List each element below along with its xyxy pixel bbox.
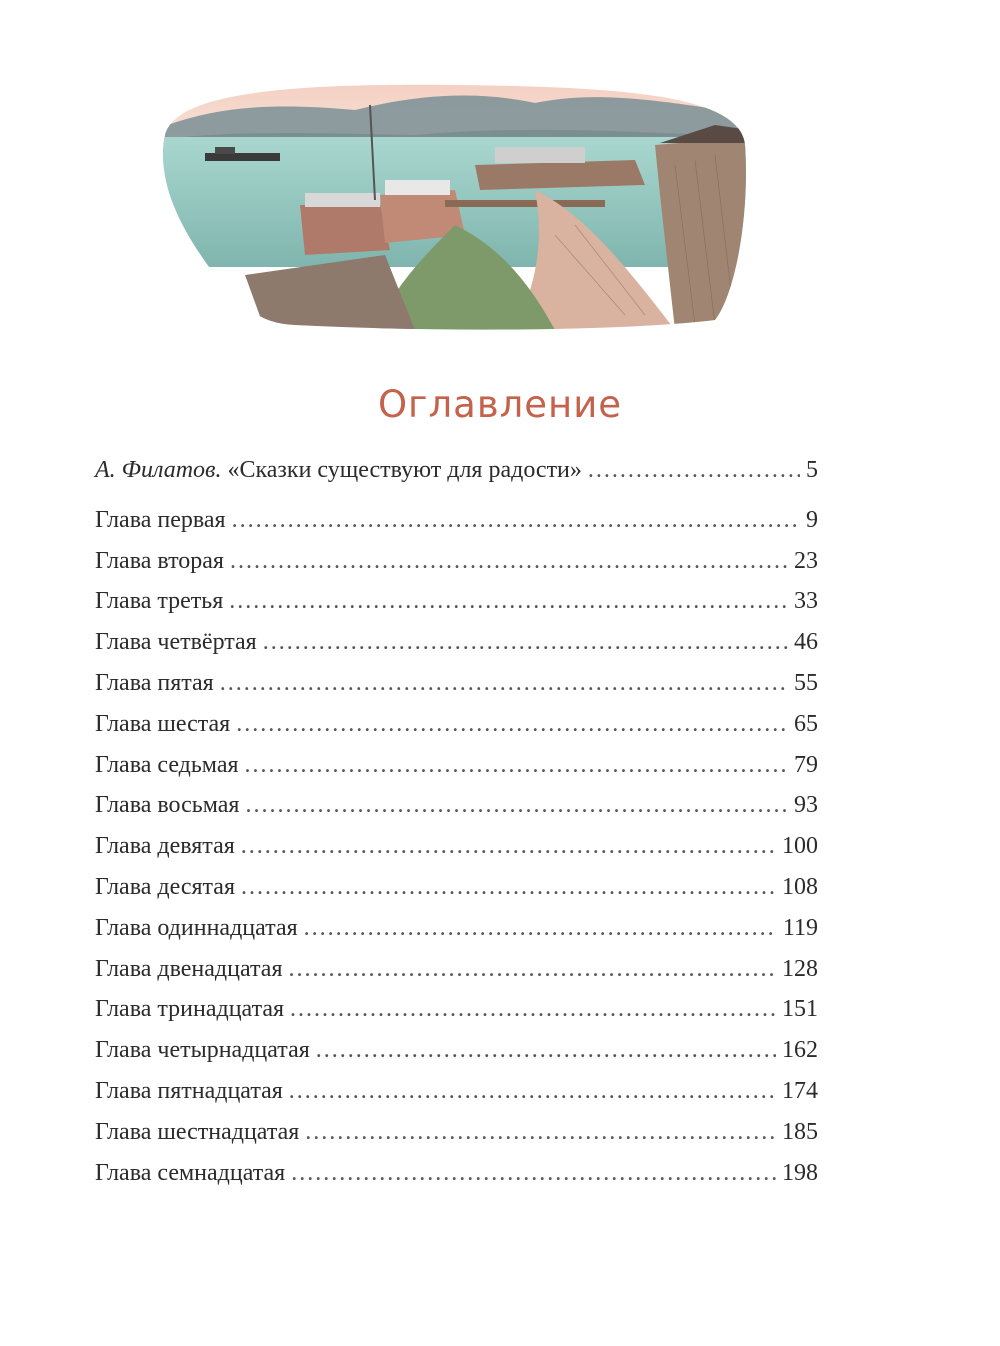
- dot-leader: [304, 908, 777, 949]
- toc-entry-chapter[interactable]: [95, 785, 818, 826]
- dot-leader: [236, 704, 788, 745]
- toc-entry-work-title: «Сказки существуют для радости»: [227, 457, 582, 483]
- toc-entry-chapter[interactable]: [95, 622, 818, 663]
- toc-entry-page: 33: [794, 588, 818, 615]
- toc-entry-chapter[interactable]: [95, 989, 818, 1030]
- toc-entry-chapter[interactable]: [95, 1071, 818, 1112]
- toc-entry-title: Глава пятая: [95, 669, 214, 696]
- toc-entry-author: А. Филатов.: [95, 457, 222, 483]
- toc-entry-chapter[interactable]: [95, 500, 818, 541]
- dot-leader: [263, 622, 788, 663]
- table-of-contents: [95, 450, 818, 1193]
- dot-leader: [229, 581, 788, 622]
- dot-leader: [241, 826, 776, 867]
- dot-leader: [245, 745, 788, 786]
- toc-entry-title: Глава пятнадцатая: [95, 1077, 283, 1104]
- toc-entry-page: 128: [782, 955, 818, 982]
- toc-entry-page: 108: [782, 873, 818, 900]
- dot-leader: [241, 867, 776, 908]
- toc-entry-page: 9: [806, 506, 818, 533]
- toc-entry-title: Глава четырнадцатая: [95, 1037, 310, 1064]
- toc-entry-chapter[interactable]: [95, 745, 818, 786]
- toc-entry-title: Глава двенадцатая: [95, 955, 283, 982]
- toc-entry-title: Глава семнадцатая: [95, 1159, 286, 1186]
- toc-entry-title: Глава третья: [95, 588, 224, 615]
- toc-entry-page: 162: [782, 1037, 818, 1064]
- toc-entry-chapter[interactable]: [95, 1030, 818, 1071]
- page-title: Оглавление: [377, 382, 623, 426]
- toc-entry-intro[interactable]: [95, 450, 818, 491]
- toc-entry-title: Глава седьмая: [95, 751, 239, 778]
- toc-entry-title: [95, 450, 582, 491]
- toc-entry-page: 174: [782, 1077, 818, 1104]
- harbor-illustration: [155, 75, 750, 330]
- toc-entry-chapter[interactable]: [95, 867, 818, 908]
- toc-entry-title: Глава шестая: [95, 710, 231, 737]
- dot-leader: [288, 949, 776, 990]
- toc-entry-chapter[interactable]: [95, 541, 818, 582]
- toc-entry-chapter[interactable]: [95, 1153, 818, 1194]
- toc-entry-title: Глава шестнадцатая: [95, 1118, 300, 1145]
- toc-entry-title: Глава десятая: [95, 873, 235, 900]
- dot-leader: [232, 500, 800, 541]
- toc-entry-title: Глава вторая: [95, 547, 224, 574]
- toc-entry-title: Глава тринадцатая: [95, 996, 285, 1023]
- toc-entry-page: 5: [806, 457, 818, 483]
- toc-entry-chapter[interactable]: [95, 949, 818, 990]
- dot-leader: [316, 1030, 776, 1071]
- toc-entry-page: 46: [794, 629, 818, 656]
- toc-entry-chapter[interactable]: [95, 1112, 818, 1153]
- toc-entry-page: 93: [794, 792, 818, 819]
- toc-entry-title: Глава четвёртая: [95, 629, 257, 656]
- toc-entry-page: 65: [794, 710, 818, 737]
- toc-entry-title: Глава восьмая: [95, 792, 240, 819]
- toc-entry-chapter[interactable]: [95, 663, 818, 704]
- toc-entry-title: Глава одиннадцатая: [95, 914, 298, 941]
- toc-entry-chapter[interactable]: [95, 581, 818, 622]
- toc-entry-chapter[interactable]: [95, 826, 818, 867]
- dot-leader: [290, 989, 776, 1030]
- dot-leader: [220, 663, 788, 704]
- dot-leader: [291, 1153, 776, 1194]
- toc-entry-page: 100: [782, 833, 818, 860]
- dot-leader: [230, 541, 788, 582]
- toc-entry-title: Глава первая: [95, 506, 226, 533]
- chapter-list: [95, 500, 818, 1194]
- toc-entry-page: 198: [782, 1159, 818, 1186]
- toc-entry-page: 23: [794, 547, 818, 574]
- dot-leader: [588, 450, 800, 491]
- toc-entry-page: 55: [794, 669, 818, 696]
- toc-entry-title: Глава девятая: [95, 833, 235, 860]
- toc-entry-page: 119: [782, 914, 818, 941]
- toc-entry-chapter[interactable]: [95, 908, 818, 949]
- dot-leader: [289, 1071, 776, 1112]
- toc-entry-page: 185: [782, 1118, 818, 1145]
- toc-entry-page: 151: [782, 996, 818, 1023]
- toc-entry-chapter[interactable]: [95, 704, 818, 745]
- dot-leader: [245, 785, 788, 826]
- toc-entry-page: 79: [794, 751, 818, 778]
- dot-leader: [305, 1112, 776, 1153]
